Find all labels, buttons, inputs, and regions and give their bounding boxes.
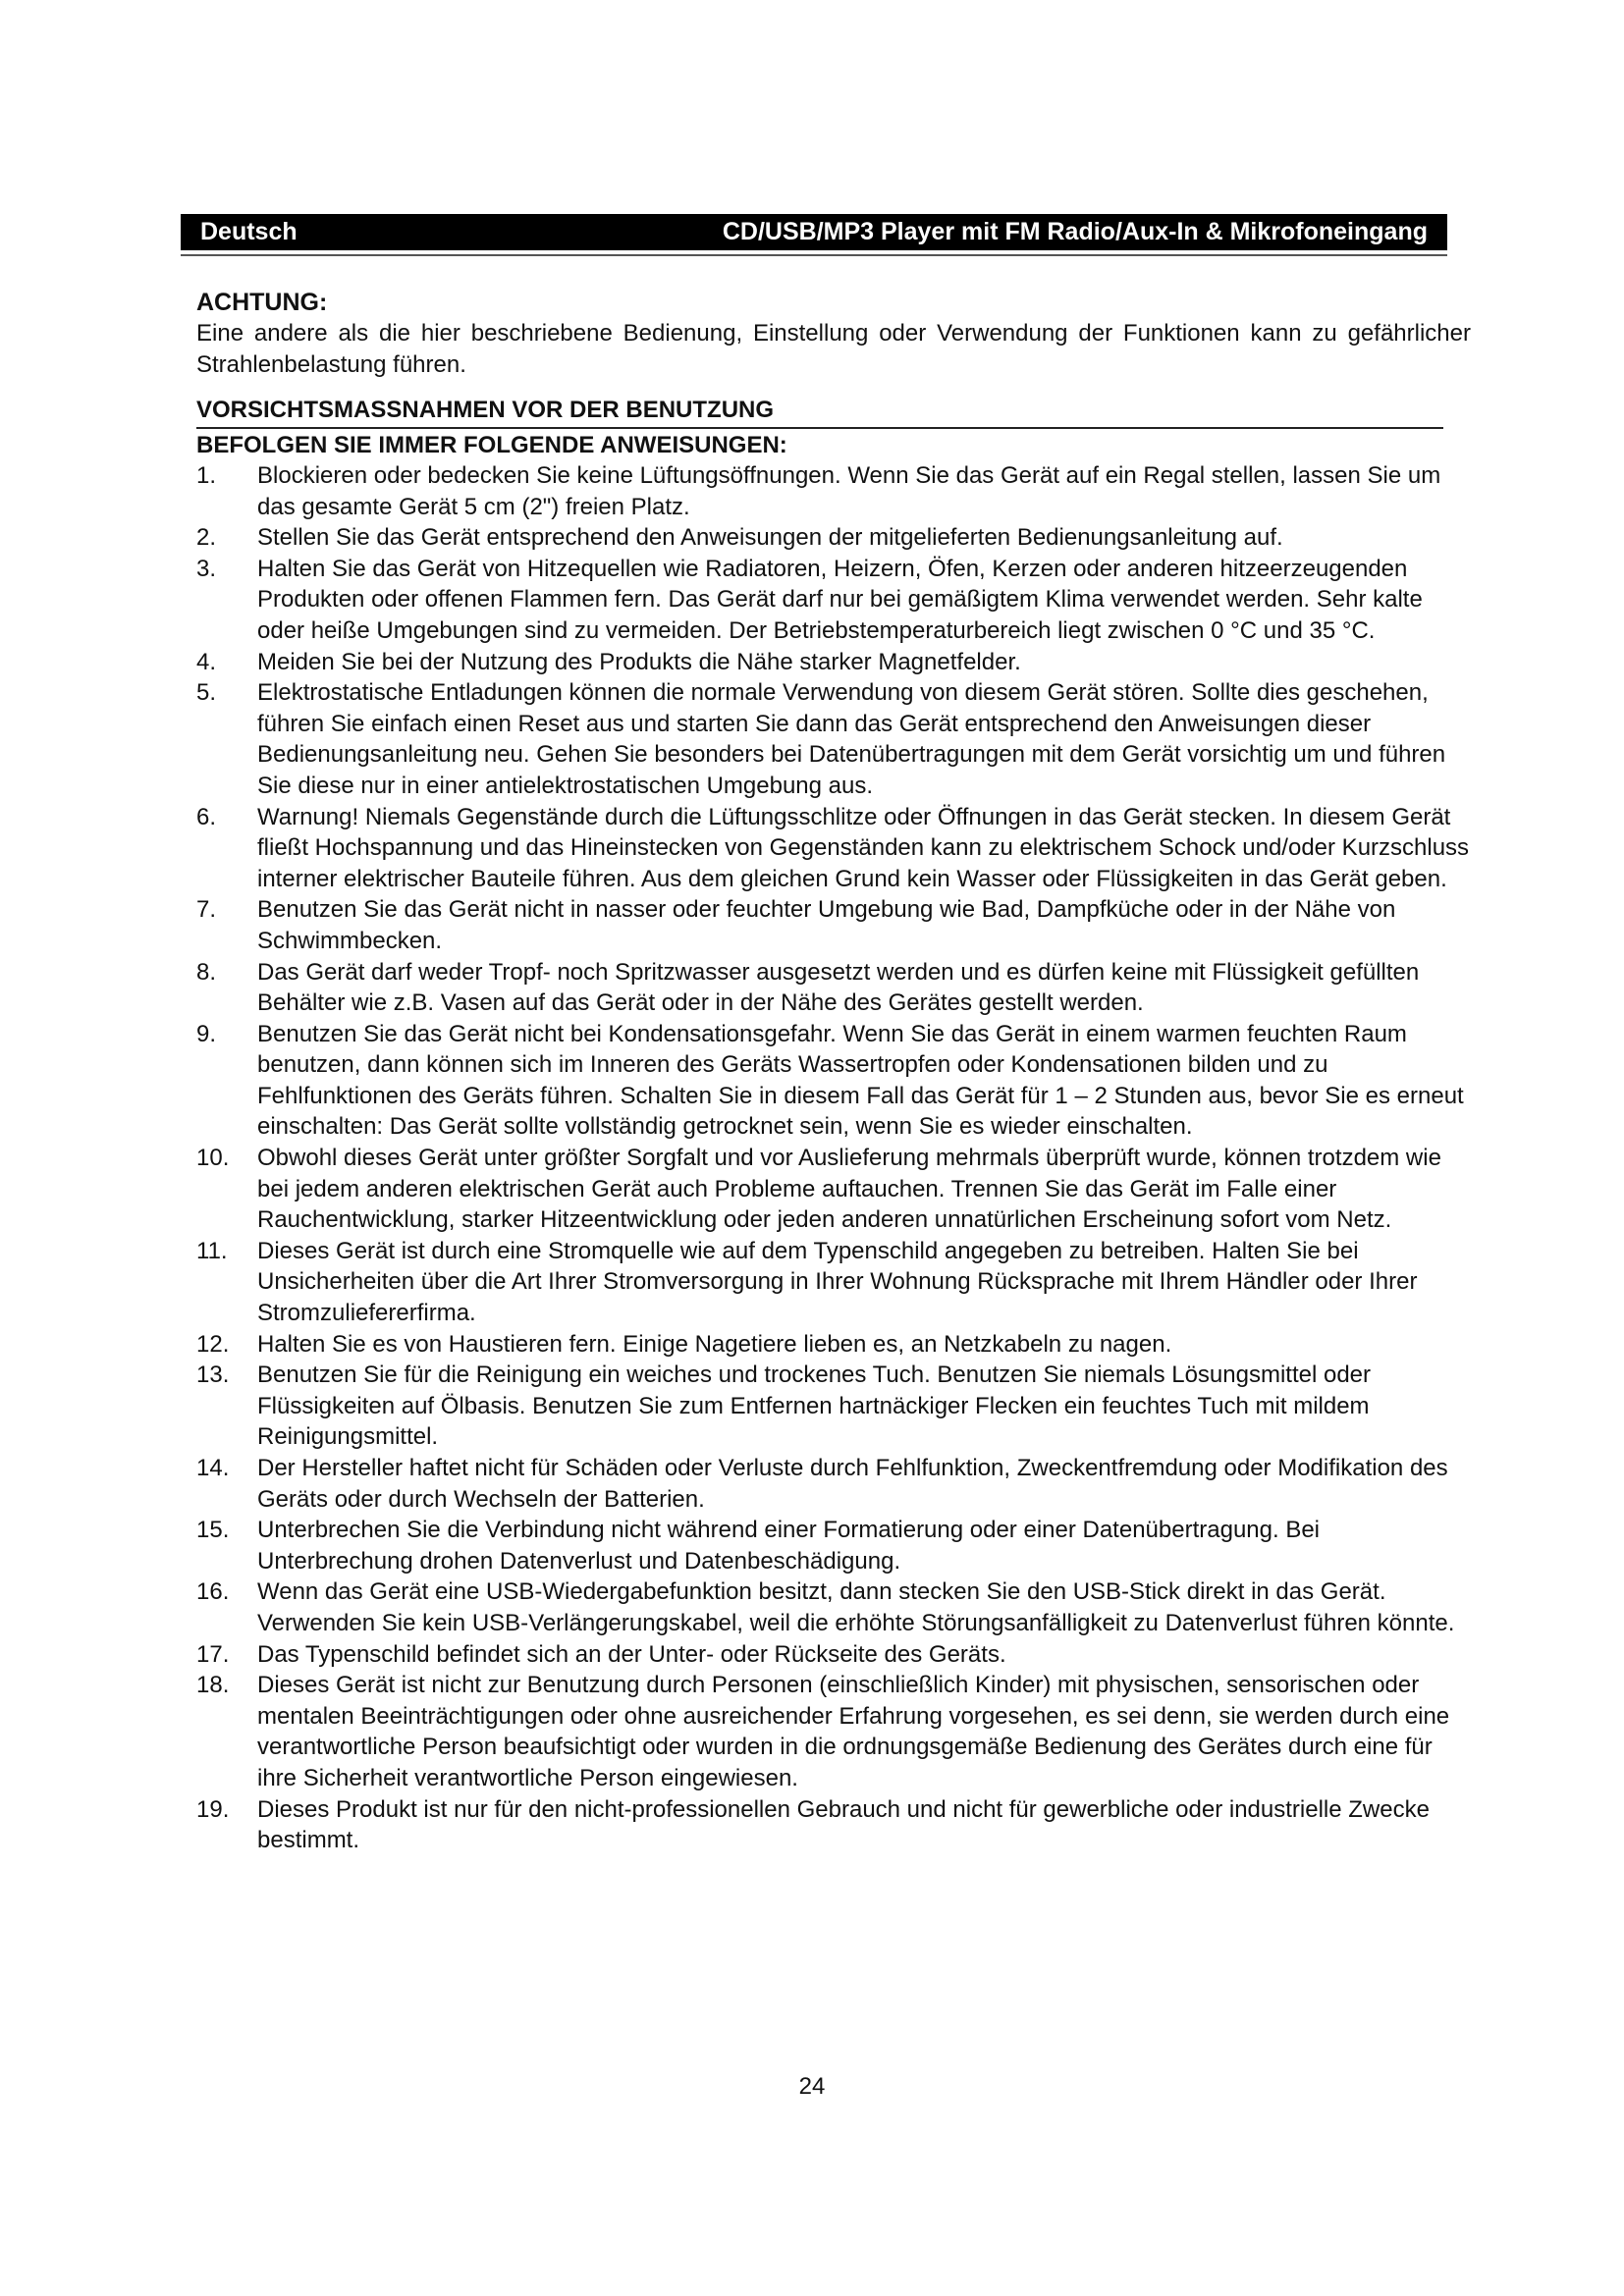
page-number: 24 [798, 2073, 826, 2100]
list-item [196, 554, 1471, 647]
list-item-number: 11. [196, 1237, 228, 1264]
list-item [196, 460, 1471, 522]
list-item [196, 1143, 1471, 1236]
list-item [196, 1019, 1471, 1143]
list-item-number: 9. [196, 1020, 217, 1047]
list-item-number: 5. [196, 679, 217, 707]
page-header-bar [181, 214, 1447, 250]
list-item-text: Das Gerät darf weder Tropf- noch Spritzwasser ausgesetzt werden und es dürfen keine mit Flüssigkeit gefüllten Behälter wie z.B. Vasen auf das Gerät oder in der Nähe des Gerätes gestellt werden. [257, 958, 1420, 1017]
list-item [196, 522, 1471, 554]
list-item-number: 12. [196, 1330, 230, 1358]
list-item-number: 10. [196, 1145, 230, 1172]
list-item [196, 1453, 1471, 1515]
header-language: Deutsch [200, 218, 298, 245]
list-item-number: 17. [196, 1640, 230, 1668]
list-item-number: 14. [196, 1455, 230, 1481]
main-content [196, 287, 1471, 1856]
list-item-text: Das Typenschild befindet sich an der Unter- oder Rückseite des Geräts. [257, 1640, 1006, 1668]
list-item [196, 1236, 1471, 1329]
list-item-number: 18. [196, 1672, 230, 1699]
list-item [196, 1329, 1471, 1361]
warning-title: ACHTUNG: [196, 289, 328, 316]
list-item-number: 4. [196, 648, 217, 675]
list-item-text: Elektrostatische Entladungen können die normale Verwendung von diesem Gerät stören. Sollte dies geschehen, führen Sie einfach einen Reset aus und starten Sie dann das Gerät entsprechend den Anweisungen dieser Bedienungsanleitung neu. Gehen Sie besonders bei Datenübertragungen mit dem Gerät vorsichtig um und führen Sie diese nur in einer antielektrostatischen Umgebung aus. [257, 679, 1446, 799]
list-item-text: Unterbrechen Sie die Verbindung nicht während einer Formatierung oder einer Datenübertragung. Bei Unterbrechung drohen Datenverlust und Datenbeschädigung. [257, 1517, 1321, 1575]
list-item [196, 1576, 1471, 1638]
list-item [196, 647, 1471, 678]
list-item [196, 1515, 1471, 1576]
list-item-text: Stellen Sie das Gerät entsprechend den Anweisungen der mitgelieferten Bedienungsanleitung auf. [257, 524, 1283, 552]
list-item-text: Benutzen Sie das Gerät nicht bei Kondensationsgefahr. Wenn Sie das Gerät in einem warmen feuchten Raum benutzen, dann können sich im Inneren des Geräts Wassertropfen oder Kondensationen bilden und zu Fehlfunktionen des Geräts führen. Schalten Sie in diesem Fall das Gerät für 1 – 2 Stunden aus, bevor Sie es erneut einschalten: Das Gerät sollte vollständig getrocknet sein, wenn Sie es wieder einschalten. [257, 1020, 1464, 1141]
header-product-title: CD/USB/MP3 Player mit FM Radio/Aux-In & Mikrofoneingang [722, 218, 1428, 245]
list-item-text: Obwohl dieses Gerät unter größter Sorgfalt und vor Auslieferung mehrmals überprüft wurde, können trotzdem wie bei jedem anderen elektrischen Gerät auch Probleme auftauchen. Trennen Sie das Gerät im Falle einer Rauchentwicklung, starker Hitzeentwicklung oder jeden anderen unnatürlichen Erscheinung sofort vom Netz. [257, 1145, 1441, 1234]
list-item-number: 15. [196, 1517, 230, 1544]
list-item-text: Halten Sie das Gerät von Hitzequellen wie Radiatoren, Heizern, Öfen, Kerzen oder anderen hitzeerzeugenden Produkten oder offenen Flammen fern. Das Gerät darf nur bei gemäßigtem Klima verwendet werden. Sehr kalte oder heiße Umgebungen sind zu vermeiden. Der Betriebstemperaturbereich liegt zwischen 0 °C und 35 °C. [257, 555, 1423, 644]
list-item-text: Benutzen Sie das Gerät nicht in nasser oder feuchter Umgebung wie Bad, Dampfküche oder in der Nähe von Schwimmbecken. [257, 896, 1396, 954]
list-item [196, 677, 1471, 801]
list-item-number: 7. [196, 896, 217, 924]
list-item-number: 16. [196, 1578, 230, 1606]
list-item [196, 1639, 1471, 1671]
list-item [196, 1670, 1471, 1793]
list-item [196, 1794, 1471, 1856]
list-item-text: Dieses Produkt ist nur für den nicht-professionellen Gebrauch und nicht für gewerbliche oder industrielle Zwecke bestimmt. [257, 1795, 1430, 1854]
list-item [196, 802, 1471, 895]
section-title: VORSICHTSMASSNAHMEN VOR DER BENUTZUNG [196, 395, 1443, 429]
list-item-text: Der Hersteller haftet nicht für Schäden oder Verluste durch Fehlfunktion, Zweckentfremdung oder Modifikation des Geräts oder durch Wechseln der Batterien. [257, 1455, 1448, 1513]
list-item-number: 6. [196, 803, 217, 830]
warning-text: Eine andere als die hier beschriebene Bedienung, Einstellung oder Verwendung der Funktionen kann zu gefährlicher Strahlenbelastung führen. [196, 320, 1471, 378]
list-item-number: 1. [196, 462, 217, 489]
precaution-list [196, 460, 1471, 1856]
list-item-text: Warnung! Niemals Gegenstände durch die Lüftungsschlitze oder Öffnungen in das Gerät stecken. In diesem Gerät fließt Hochspannung und das Hineinstecken von Gegenständen kann zu elektrischem Schock und/oder Kurzschluss interner elektrischer Bauteile führen. Aus dem gleichen Grund kein Wasser oder Flüssigkeiten in das Gerät geben. [257, 803, 1470, 892]
list-item-text: Wenn das Gerät eine USB-Wiedergabefunktion besitzt, dann stecken Sie den USB-Stick direkt in das Gerät. Verwenden Sie kein USB-Verlängerungskabel, weil die erhöhte Störungsanfälligkeit zu Datenverlust führen könnte. [257, 1578, 1455, 1636]
list-item-text: Halten Sie es von Haustieren fern. Einige Nagetiere lieben es, an Netzkabeln zu nagen. [257, 1330, 1172, 1358]
list-item [196, 1360, 1471, 1453]
list-item-text: Dieses Gerät ist nicht zur Benutzung durch Personen (einschließlich Kinder) mit physischen, sensorischen oder mentalen Beeinträchtigungen oder ohne ausreichender Erfahrung vorgesehen, es sei denn, sie werden durch eine verantwortliche Person beaufsichtigt oder wurden in die ordnungsgemäße Bedienung des Gerätes durch eine für ihre Sicherheit verantwortliche Person eingewiesen. [257, 1672, 1450, 1791]
list-item-text: Dieses Gerät ist durch eine Stromquelle wie auf dem Typenschild angegeben zu betreiben. Halten Sie bei Unsicherheiten über die Art Ihrer Stromversorgung in Ihrer Wohnung Rücksprache mit Ihrem Händler oder Ihrer Stromzuliefererfirma. [257, 1237, 1418, 1327]
list-item [196, 894, 1471, 956]
section-subtitle: BEFOLGEN SIE IMMER FOLGENDE ANWEISUNGEN: [196, 432, 787, 458]
list-item-text: Blockieren oder bedecken Sie keine Lüftungsöffnungen. Wenn Sie das Gerät auf ein Regal stellen, lassen Sie um das gesamte Gerät 5 cm (2") freien Platz. [257, 462, 1441, 520]
list-item-text: Benutzen Sie für die Reinigung ein weiches und trockenes Tuch. Benutzen Sie niemals Lösungsmittel oder Flüssigkeiten auf Ölbasis. Benutzen Sie zum Entfernen hartnäckiger Flecken ein feuchtes Tuch mit mildem Reinigungsmittel. [257, 1362, 1372, 1451]
list-item-number: 2. [196, 524, 217, 552]
list-item-text: Meiden Sie bei der Nutzung des Produkts die Nähe starker Magnetfelder. [257, 648, 1021, 675]
list-item-number: 13. [196, 1362, 230, 1389]
list-item-number: 19. [196, 1795, 230, 1823]
list-item [196, 957, 1471, 1019]
list-item-number: 3. [196, 555, 217, 582]
header-divider [181, 254, 1447, 256]
list-item-number: 8. [196, 958, 217, 986]
